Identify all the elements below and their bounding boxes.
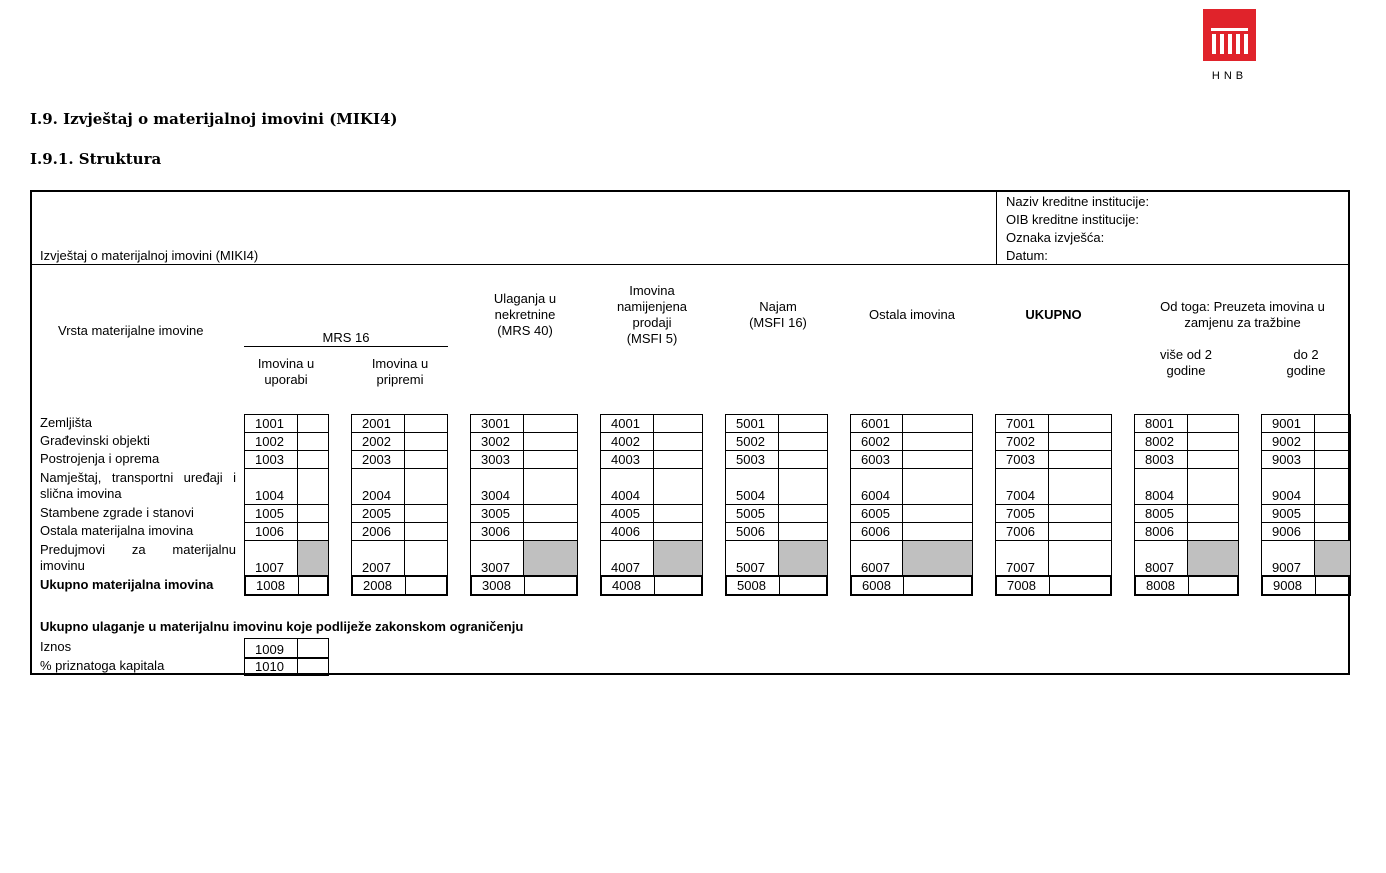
field-code: 5005 [736,506,765,521]
legal-row-label: % priznatoga kapitala [40,658,165,673]
value-input[interactable] [1315,577,1349,594]
value-input[interactable] [523,505,577,522]
value-input[interactable] [778,469,827,504]
header-total: UKUPNO [1025,307,1082,322]
field-code: 9003 [1272,452,1301,467]
field-code: 4003 [611,452,640,467]
field-1002 [244,432,329,451]
field-9005 [1261,504,1351,523]
value-input[interactable] [903,577,971,594]
value-input[interactable] [653,451,702,468]
value-input[interactable] [902,523,972,540]
value-input[interactable] [1314,415,1350,432]
field-2003 [351,450,448,469]
field-5001 [725,414,828,433]
field-1008 [244,575,329,596]
value-input[interactable] [778,451,827,468]
header-other: Ostala imovina [869,307,955,322]
field-9008 [1261,575,1351,596]
field-code: 9001 [1272,416,1301,431]
value-input[interactable] [523,451,577,468]
field-2008 [351,575,448,596]
value-input[interactable] [1187,541,1238,576]
field-code: 1001 [255,416,284,431]
field-code: 9005 [1272,506,1301,521]
value-input[interactable] [297,451,328,468]
field-code: 1005 [255,506,284,521]
value-input[interactable] [523,469,577,504]
value-input[interactable] [1187,469,1238,504]
field-1004 [244,468,329,505]
field-5006 [725,522,828,541]
header-in-prep: Imovina u pripremi [371,356,429,387]
field-code: 2006 [362,524,391,539]
field-code: 8008 [1146,578,1175,593]
field-8001 [1134,414,1239,433]
value-input[interactable] [297,639,328,658]
field-code: 2007 [362,560,391,575]
field-2007 [351,540,448,577]
field-8006 [1134,522,1239,541]
field-code: 1004 [255,488,284,503]
value-input[interactable] [1048,469,1111,504]
value-input[interactable] [298,577,327,594]
field-4001 [600,414,703,433]
divider [996,190,997,265]
field-code: 8003 [1145,452,1174,467]
field-7008 [995,575,1112,596]
header-mrs16: MRS 16 [322,330,370,345]
field-code: 7003 [1006,452,1035,467]
field-6003 [850,450,973,469]
field-6008 [850,575,973,596]
value-input[interactable] [902,541,972,576]
field-code: 1003 [255,452,284,467]
value-input[interactable] [653,469,702,504]
field-8007 [1134,540,1239,577]
field-3001 [470,414,578,433]
field-8005 [1134,504,1239,523]
field-4002 [600,432,703,451]
field-code: 7005 [1006,506,1035,521]
field-9006 [1261,522,1351,541]
value-input[interactable] [1048,433,1111,450]
row-label: Postrojenja i oprema [40,451,160,466]
value-input[interactable] [297,658,328,675]
value-input[interactable] [778,433,827,450]
field-5004 [725,468,828,505]
field-code: 2002 [362,434,391,449]
divider [244,346,448,347]
value-input[interactable] [1049,577,1110,594]
value-input[interactable] [778,505,827,522]
field-9007 [1261,540,1351,577]
field-code: 6008 [862,578,891,593]
field-code: 2003 [362,452,391,467]
field-8003 [1134,450,1239,469]
field-7005 [995,504,1112,523]
field-code: 9008 [1273,578,1302,593]
field-code: 8006 [1145,524,1174,539]
field-code: 5002 [736,434,765,449]
field-1009 [244,638,329,659]
field-code: 5007 [736,560,765,575]
field-6004 [850,468,973,505]
hnb-logo [1203,9,1256,61]
header-acquired: Od toga: Preuzeta imovina u zamjenu za tražbine [1160,299,1325,330]
field-5007 [725,540,828,577]
value-input[interactable] [1314,541,1350,576]
field-9001 [1261,414,1351,433]
value-input[interactable] [297,523,328,540]
value-input[interactable] [1314,433,1350,450]
value-input[interactable] [902,433,972,450]
field-5005 [725,504,828,523]
row-label: Zemljišta [40,415,93,430]
field-code: 9002 [1272,434,1301,449]
value-input[interactable] [523,523,577,540]
field-5003 [725,450,828,469]
value-input[interactable] [1048,505,1111,522]
field-code: 3004 [481,488,510,503]
report-code-label: Oznaka izvješća: [1006,230,1105,245]
field-6007 [850,540,973,577]
value-input[interactable] [778,523,827,540]
field-2005 [351,504,448,523]
value-input[interactable] [297,541,328,576]
field-code: 4007 [611,560,640,575]
field-code: 3005 [481,506,510,521]
value-input[interactable] [404,505,447,522]
field-1010 [244,657,329,676]
value-input[interactable] [653,433,702,450]
value-input[interactable] [524,577,576,594]
page-title: I.9. Izvještaj o materijalnoj imovini (MIKI4) [30,110,398,128]
value-input[interactable] [902,505,972,522]
field-code: 7001 [1006,416,1035,431]
field-code: 4002 [611,434,640,449]
divider [30,264,1350,265]
field-6001 [850,414,973,433]
field-code: 1010 [255,659,284,674]
field-code: 2001 [362,416,391,431]
field-3002 [470,432,578,451]
field-code: 1006 [255,524,284,539]
field-4003 [600,450,703,469]
field-code: 6004 [861,488,890,503]
field-code: 6006 [861,524,890,539]
field-code: 4006 [611,524,640,539]
value-input[interactable] [404,415,447,432]
field-code: 3007 [481,560,510,575]
field-code: 5001 [736,416,765,431]
value-input[interactable] [523,541,577,576]
field-code: 6007 [861,560,890,575]
field-code: 1008 [256,578,285,593]
value-input[interactable] [902,451,972,468]
field-code: 3002 [481,434,510,449]
field-3004 [470,468,578,505]
row-label: Stambene zgrade i stanovi [40,505,194,520]
field-8008 [1134,575,1239,596]
field-3006 [470,522,578,541]
field-4008 [600,575,703,596]
value-input[interactable] [1187,415,1238,432]
header-lease: Najam (MSFI 16) [749,299,807,330]
field-code: 7007 [1006,560,1035,575]
field-code: 8005 [1145,506,1174,521]
value-input[interactable] [653,505,702,522]
field-3005 [470,504,578,523]
field-code: 9007 [1272,560,1301,575]
value-input[interactable] [1048,541,1111,576]
field-code: 7004 [1006,488,1035,503]
field-7004 [995,468,1112,505]
value-input[interactable] [1187,433,1238,450]
value-input[interactable] [1048,415,1111,432]
header-in-use: Imovina u uporabi [257,356,315,387]
row-label: Građevinski objekti [40,433,150,448]
value-input[interactable] [653,523,702,540]
field-code: 5006 [736,524,765,539]
header-type: Vrsta materijalne imovine [58,323,204,338]
row-label: Namještaj, transportni uređaji i slična imovina [40,470,236,501]
value-input[interactable] [778,541,827,576]
field-code: 8004 [1145,488,1174,503]
field-3008 [470,575,578,596]
value-input[interactable] [404,433,447,450]
field-9002 [1261,432,1351,451]
value-input[interactable] [404,451,447,468]
field-code: 3008 [482,578,511,593]
oib-label: OIB kreditne institucije: [1006,212,1139,227]
value-input[interactable] [654,577,701,594]
value-input[interactable] [404,469,447,504]
field-code: 7002 [1006,434,1035,449]
field-code: 4008 [612,578,641,593]
report-name: Izvještaj o materijalnoj imovini (MIKI4) [40,248,259,263]
value-input[interactable] [404,523,447,540]
field-8004 [1134,468,1239,505]
field-code: 8001 [1145,416,1174,431]
field-code: 6001 [861,416,890,431]
value-input[interactable] [1314,469,1350,504]
value-input[interactable] [1314,505,1350,522]
field-7003 [995,450,1112,469]
value-input[interactable] [1314,451,1350,468]
value-input[interactable] [523,415,577,432]
field-8002 [1134,432,1239,451]
field-1005 [244,504,329,523]
field-code: 9006 [1272,524,1301,539]
field-2002 [351,432,448,451]
field-code: 1007 [255,560,284,575]
field-code: 7008 [1007,578,1036,593]
institution-name-label: Naziv kreditne institucije: [1006,194,1150,209]
field-3007 [470,540,578,577]
field-code: 9004 [1272,488,1301,503]
field-9003 [1261,450,1351,469]
value-input[interactable] [523,433,577,450]
field-code: 4004 [611,488,640,503]
field-code: 3006 [481,524,510,539]
field-9004 [1261,468,1351,505]
value-input[interactable] [902,415,972,432]
field-code: 5004 [736,488,765,503]
value-input[interactable] [297,469,328,504]
field-7007 [995,540,1112,577]
value-input[interactable] [1188,577,1237,594]
field-2006 [351,522,448,541]
field-2001 [351,414,448,433]
value-input[interactable] [405,577,446,594]
field-5002 [725,432,828,451]
field-code: 6005 [861,506,890,521]
value-input[interactable] [778,415,827,432]
value-input[interactable] [1187,505,1238,522]
field-code: 1009 [255,642,284,657]
field-code: 8002 [1145,434,1174,449]
field-code: 8007 [1145,560,1174,575]
field-1006 [244,522,329,541]
value-input[interactable] [1048,451,1111,468]
value-input[interactable] [297,415,328,432]
header-up-to-2-years: do 2 godine [1286,347,1326,378]
value-input[interactable] [297,505,328,522]
field-2004 [351,468,448,505]
value-input[interactable] [297,433,328,450]
value-input[interactable] [779,577,826,594]
field-6006 [850,522,973,541]
value-input[interactable] [404,541,447,576]
row-label: Predujmovi za materijalnu imovinu [40,542,236,573]
header-over-2-years: više od 2 godine [1159,347,1213,378]
legal-row-label: Iznos [40,639,72,654]
logo-text: HNB [1211,70,1248,82]
field-1003 [244,450,329,469]
field-1007 [244,540,329,577]
field-6002 [850,432,973,451]
value-input[interactable] [1314,523,1350,540]
field-code: 5003 [736,452,765,467]
field-7002 [995,432,1112,451]
field-4004 [600,468,703,505]
header-for-sale: Imovina namijenjena prodaji (MSFI 5) [616,283,688,346]
value-input[interactable] [653,415,702,432]
value-input[interactable] [1048,523,1111,540]
value-input[interactable] [902,469,972,504]
field-6005 [850,504,973,523]
value-input[interactable] [1187,523,1238,540]
row-label: Ukupno materijalna imovina [40,577,214,592]
field-code: 4005 [611,506,640,521]
date-label: Datum: [1006,248,1048,263]
header-investment: Ulaganja u nekretnine (MRS 40) [493,291,557,338]
field-5008 [725,575,828,596]
field-code: 3003 [481,452,510,467]
field-code: 6003 [861,452,890,467]
legal-heading: Ukupno ulaganje u materijalnu imovinu koje podliježe zakonskom ograničenju [40,619,524,634]
field-code: 7006 [1006,524,1035,539]
field-code: 1002 [255,434,284,449]
field-3003 [470,450,578,469]
field-code: 4001 [611,416,640,431]
row-label: Ostala materijalna imovina [40,523,194,538]
field-code: 6002 [861,434,890,449]
value-input[interactable] [1187,451,1238,468]
field-7006 [995,522,1112,541]
field-code: 2008 [363,578,392,593]
field-7001 [995,414,1112,433]
field-4006 [600,522,703,541]
field-code: 5008 [737,578,766,593]
field-4005 [600,504,703,523]
field-1001 [244,414,329,433]
field-code: 3001 [481,416,510,431]
field-4007 [600,540,703,577]
field-code: 2005 [362,506,391,521]
field-code: 2004 [362,488,391,503]
section-title: I.9.1. Struktura [30,150,162,168]
value-input[interactable] [653,541,702,576]
